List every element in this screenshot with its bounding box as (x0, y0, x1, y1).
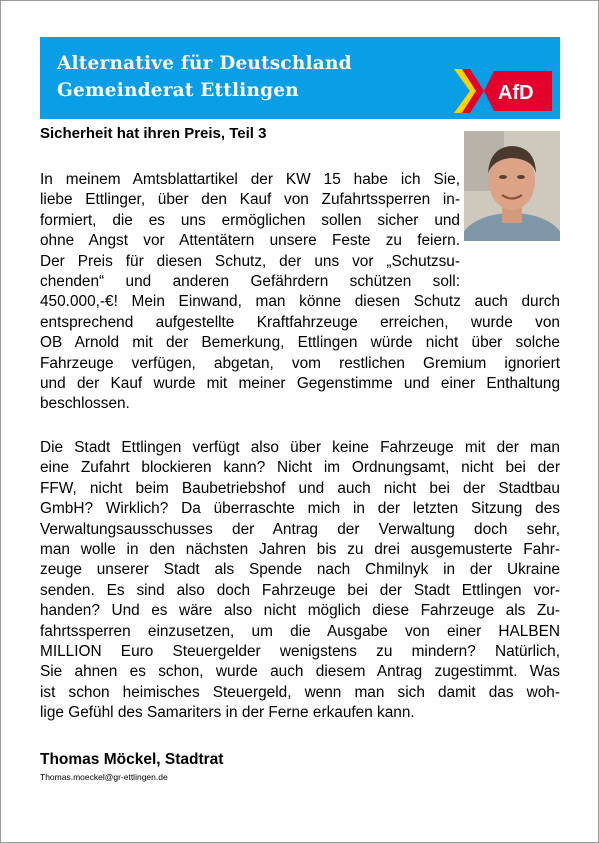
article-paragraph-2 (40, 438, 560, 724)
text-line: formiert, die es uns ermöglichen sollen sicher und (40, 211, 460, 229)
text-line: Verwaltungsausschusses der Antrag der Verwaltung doch sehr, (40, 520, 560, 538)
text-line: chenden“ und anderen Gefährdern schützen soll: (40, 273, 460, 291)
text-line: In meinem Amtsblattartikel der KW 15 habe ich Sie, (40, 171, 460, 188)
text-line: entsprechend aufgestellte Kraftfahrzeuge erreichen, wurde von (40, 313, 560, 331)
text-line: eine Zufahrt blockieren kann? Nicht im Ordnungsamt, nicht bei der (40, 459, 560, 477)
text-line: Fahrzeuge verfügen, abgetan, vom restlichen Gremium ignoriert (40, 354, 560, 372)
text-line: und der Kauf wurde mit meiner Gegenstimme und einer Enthaltung (40, 375, 560, 393)
text-line: beschlossen. (40, 395, 130, 413)
text-line: zeuge unserer Stadt als Spende nach Chmilnyk in der Ukraine (40, 561, 560, 579)
council-name: Gemeinderat Ettlingen (57, 80, 299, 101)
text-line: FFW, nicht beim Baubetriebshof und auch nicht bei der Stadtbau (40, 479, 560, 497)
author-email: Thomas.moeckel@gr-ettlingen.de (40, 772, 168, 782)
text-line: lige Gefühl des Samariters in der Ferne erkaufen kann. (40, 704, 415, 722)
text-line: handen? Und es wäre also nicht möglich diese Fahrzeuge als Zu- (40, 602, 560, 620)
text-line: GmbH? Wirklich? Da überraschte mich in der letzten Sitzung des (40, 500, 560, 518)
text-line: liebe Ettlinger, über den Kauf von Zufahrtssperren in- (40, 191, 460, 209)
text-line: man wolle in den nächsten Jahren bis zu drei ausgemusterte Fahr- (40, 541, 560, 559)
text-line: OB Arnold mit der Bemerkung, Ettlingen würde nicht über solche (40, 334, 560, 352)
text-line: Die Stadt Ettlingen verfügt also über keine Fahrzeuge mit der man (40, 439, 560, 456)
header-banner (40, 37, 560, 119)
article-title: Sicherheit hat ihren Preis, Teil 3 (40, 125, 267, 142)
svg-text:AfD: AfD (498, 82, 534, 104)
party-name: Alternative für Deutschland (57, 53, 352, 74)
article-paragraph-1 (40, 170, 560, 415)
text-line: ist schon heimisches Steuergeld, wenn man sich damit das woh- (40, 683, 560, 701)
text-line: 450.000,-€! Mein Einwand, man könne diesen Schutz auch durch (40, 293, 560, 311)
text-line: MILLION Euro Steuergelder wenigstens zu mindern? Natürlich, (40, 643, 560, 661)
text-line: Sie ahnen es schon, wurde auch diesem Antrag zugestimmt. Was (40, 663, 560, 681)
text-line: fahrtssperren einzusetzen, um die Ausgabe von einer HALBEN (40, 622, 560, 640)
author-signature: Thomas Möckel, Stadtrat (40, 751, 224, 768)
text-line: senden. Es sind also doch Fahrzeuge bei der Stadt Ettlingen vor- (40, 581, 560, 599)
text-line: Der Preis für diesen Schutz, der uns vor „Schutzsu- (40, 252, 460, 270)
afd-logo (454, 69, 552, 113)
text-line: ohne Angst vor Attentätern unsere Feste zu feiern. (40, 232, 460, 250)
